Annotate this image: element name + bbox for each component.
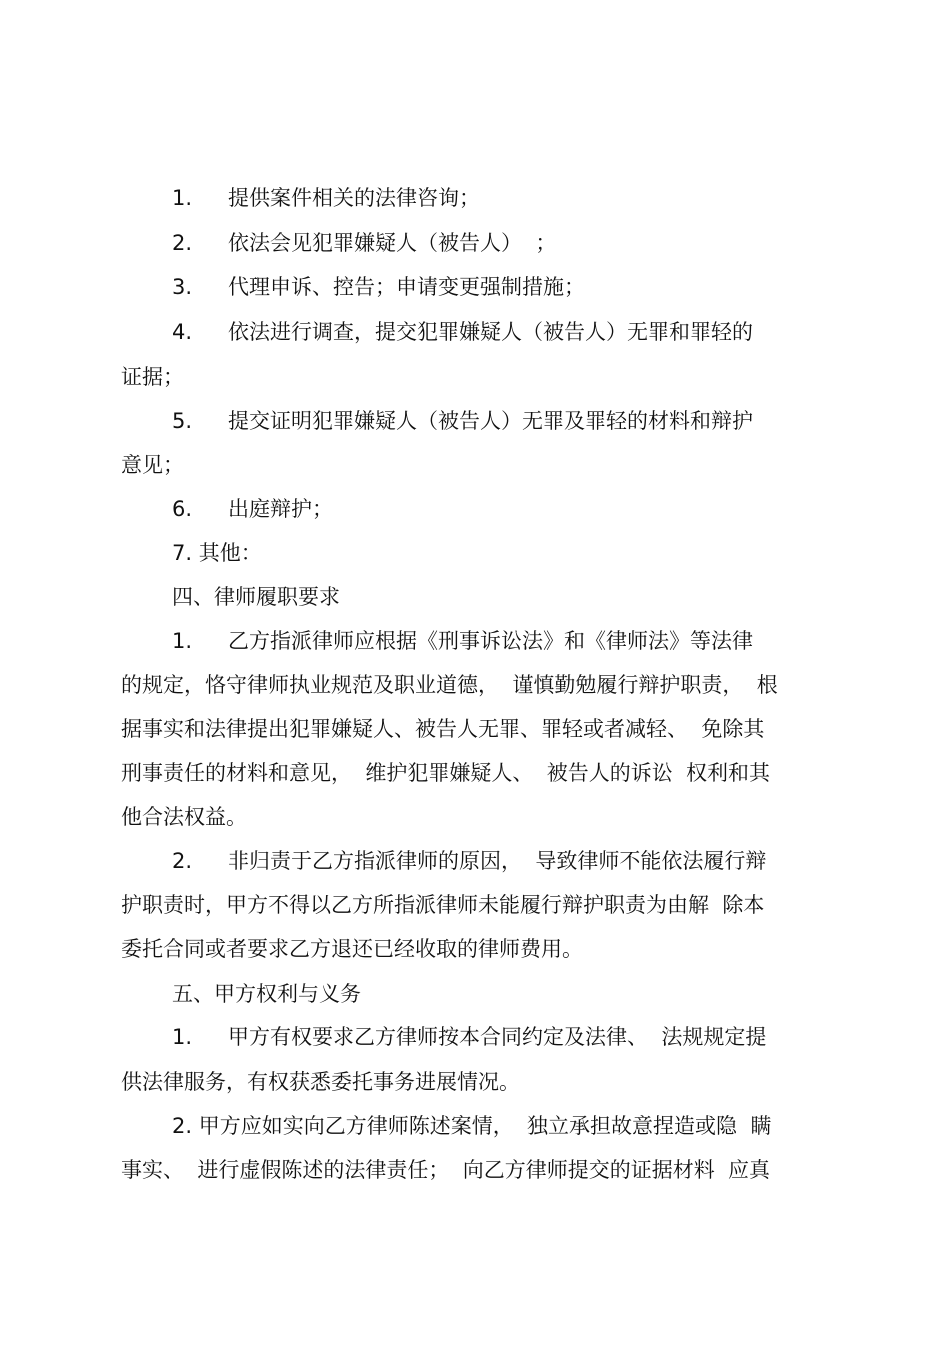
paragraph-line (0, 933, 950, 965)
paragraph-line (0, 669, 950, 701)
item-text: 出庭辩护； (228, 497, 333, 521)
item-number: 6. (172, 497, 193, 521)
list-item (0, 271, 950, 303)
item-text: 依法进行调查，提交犯罪嫌疑人（被告人）无罪和罪轻的 (228, 320, 753, 344)
paragraph-line (0, 889, 950, 921)
paragraph-line (0, 713, 950, 745)
item-number: 5. (172, 409, 193, 433)
paragraph-first-line (0, 625, 950, 657)
list-item (0, 227, 950, 259)
list-item (0, 405, 950, 437)
paragraph-text: 他合法权益。 (121, 805, 247, 829)
list-item (0, 182, 950, 214)
paragraph-text: 非归责于乙方指派律师的原因， 导致律师不能依法履行辩 (228, 849, 767, 873)
item-text-continued: 证据； (121, 365, 184, 389)
paragraph-text: 护职责时，甲方不得以乙方所指派律师未能履行辩护职责为由解 除本 (121, 893, 765, 917)
item-text: 依法会见犯罪嫌疑人（被告人） ； (228, 231, 557, 255)
item-text-continued: 意见； (121, 453, 184, 477)
section-heading (0, 978, 950, 1010)
list-item-continuation (0, 361, 950, 393)
item-text: 提供案件相关的法律咨询； (228, 186, 480, 210)
paragraph-first-line (0, 1021, 950, 1053)
list-item (0, 537, 950, 569)
paragraph-text: 据事实和法律提出犯罪嫌疑人、被告人无罪、罪轻或者减轻、 免除其 (121, 717, 765, 741)
paragraph-line (0, 801, 950, 833)
item-number: 4. (172, 320, 193, 344)
paragraph-line (0, 757, 950, 789)
paragraph-text: 2. 甲方应如实向乙方律师陈述案情， 独立承担故意捏造或隐 瞒 (172, 1114, 772, 1138)
section-heading (0, 581, 950, 613)
list-item-continuation (0, 449, 950, 481)
section-4-heading: 四、律师履职要求 (172, 585, 340, 609)
item-text: 代理申诉、控告；申请变更强制措施； (228, 275, 585, 299)
paragraph-text: 乙方指派律师应根据《刑事诉讼法》和《律师法》等法律 (228, 629, 753, 653)
paragraph-first-line (0, 845, 950, 877)
item-number: 3. (172, 275, 193, 299)
item-text: 7. 其他： (172, 541, 262, 565)
paragraph-text: 供法律服务，有权获悉委托事务进展情况。 (121, 1070, 520, 1094)
paragraph-number: 2. (172, 849, 193, 873)
item-number: 2. (172, 231, 193, 255)
list-item (0, 493, 950, 525)
paragraph-text: 甲方有权要求乙方律师按本合同约定及法律、 法规规定提 (228, 1025, 767, 1049)
paragraph-first-line (0, 1110, 950, 1142)
paragraph-number: 1. (172, 1025, 193, 1049)
paragraph-text: 刑事责任的材料和意见， 维护犯罪嫌疑人、 被告人的诉讼 权利和其 (121, 761, 771, 785)
section-5-heading: 五、甲方权利与义务 (172, 982, 361, 1006)
paragraph-line (0, 1066, 950, 1098)
paragraph-text: 委托合同或者要求乙方退还已经收取的律师费用。 (121, 937, 583, 961)
paragraph-text: 的规定，恪守律师执业规范及职业道德， 谨慎勤勉履行辩护职责， 根 (121, 673, 778, 697)
paragraph-line (0, 1154, 950, 1186)
item-number: 1. (172, 186, 193, 210)
paragraph-text: 事实、 进行虚假陈述的法律责任； 向乙方律师提交的证据材料 应真 (121, 1158, 771, 1182)
item-text: 提交证明犯罪嫌疑人（被告人）无罪及罪轻的材料和辩护 (228, 409, 753, 433)
list-item (0, 316, 950, 348)
paragraph-number: 1. (172, 629, 193, 653)
